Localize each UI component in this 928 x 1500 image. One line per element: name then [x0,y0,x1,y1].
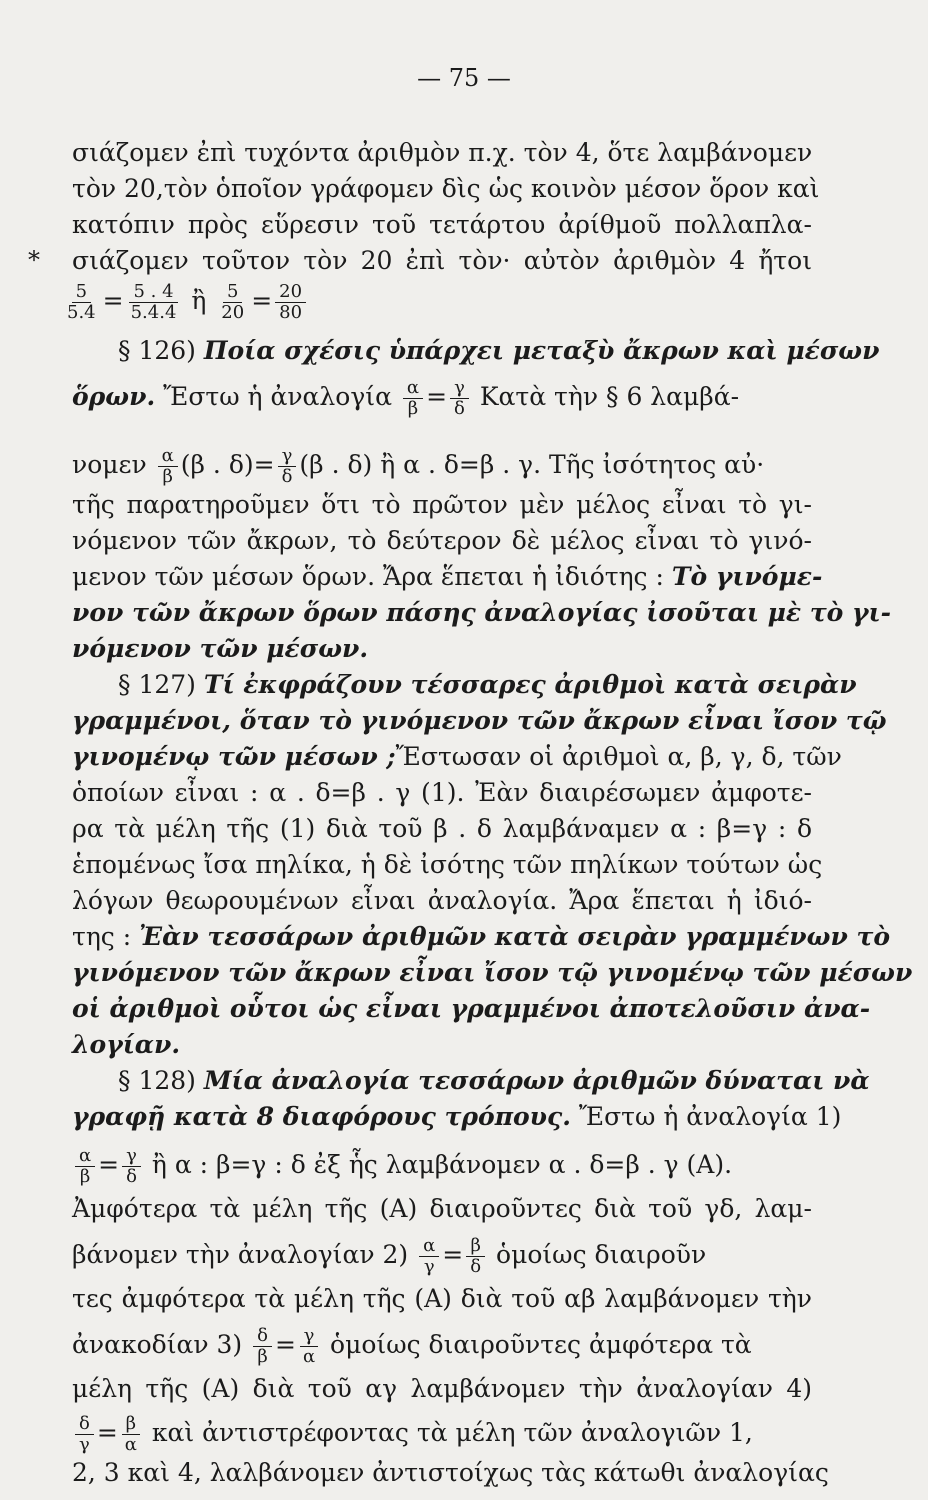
text-line: τῆς παρατηροῦμεν ὅτι τὸ πρῶτον μὲν μέλος εἶναι τὸ γι- [72,490,812,519]
text-line: λόγων θεωρουμένων εἶναι ἀναλογία. Ἄρα ἕπεται ἡ ἰδιό- [72,886,812,915]
text-line: $\frac{\alpha}{\beta}$ = $\frac{\gamma}{\delta}$ ἢ α : β=γ : δ ἐξ ἧς λαμβάνομεν α . δ=β . γ (Α). [72,1146,812,1187]
equation-line: $\frac{5}{5.4}$ = $\frac{5 . 4}{5.4.4}$ ἢ $\frac{5}{20}$ = $\frac{20}{80}$ [60,282,800,323]
text-line: Ἀμφότερα τὰ μέλη τῆς (Α) διαιροῦντες διὰ τοῦ γδ, λαμ- [72,1194,812,1223]
fraction: $\frac{5}{5.4}$ [67,281,96,323]
text-line: οἱ ἀριθμοὶ οὗτοι ὡς εἶναι γραμμένοι ἀποτελοῦσιν ἀνα- [72,994,871,1023]
text-line: ρα τὰ μέλη τῆς (1) διὰ τοῦ β . δ λαμβάναμεν α : β=γ : δ [72,814,812,843]
text-line: ὅρων. Ἔστω ἡ ἀναλογία $\frac{\alpha}{\beta}$ = $\frac{\gamma}{\delta}$ Κατὰ τὴν § 6 λαμβά- [72,377,740,419]
text-line: σιάζομεν τοῦτον τὸν 20 ἐπὶ τὸν· αὐτὸν ἀριθμὸν 4 ἤτοι [72,246,812,275]
text-line: τὸν 20,τὸν ὁποῖον γράφομεν δὶς ὡς κοινὸν μέσον ὅρον καὶ [72,174,820,203]
page-number: — 75 — [417,64,511,92]
text-line: της : Ἐὰν τεσσάρων ἀριθμῶν κατὰ σειρὰν γραμμένων τὸ [72,922,890,951]
text-line: ἀνακοδίαν 3) $\frac{\delta}{\beta}$ = $\frac{\gamma}{\alpha}$ ὁμοίως διαιροῦντες ἀμφότερα τὰ [72,1325,752,1367]
fraction: $\frac{5 . 4}{5.4.4}$ [130,281,177,323]
text-line: γραμμένοι, ὅταν τὸ γινόμενον τῶν ἄκρων εἶναι ἴσον τῷ [72,706,887,735]
text-line: μέλη τῆς (Α) διὰ τοῦ αγ λαμβάνομεν τὴν ἀναλογίαν 4) [72,1374,812,1403]
text-line: γραφῇ κατὰ 8 διαφόρους τρόπους. Ἔστω ἡ ἀναλογία 1) [72,1102,842,1131]
section-heading-127: § 127) Τί ἐκφράζουν τέσσαρες ἀριθμοὶ κατὰ σειρὰν [118,670,857,699]
text-line: ἑπομένως ἴσα πηλίκα, ἡ δὲ ἰσότης τῶν πηλίκων τούτων ὡς [72,850,823,879]
text-line: νόμενον τῶν ἄκρων, τὸ δεύτερον δὲ μέλος εἶναι τὸ γινό- [72,526,812,555]
text-line: $\frac{\delta}{\gamma}$ = $\frac{\beta}{\alpha}$ καὶ ἀντιστρέφοντας τὰ μέλη τῶν ἀναλογιῶν 1, [72,1414,812,1455]
text-line: νον τῶν ἄκρων ὅρων πάσης ἀναλογίας ἰσοῦται μὲ τὸ γι- [72,598,892,627]
text-line: μενον τῶν μέσων ὅρων. Ἄρα ἕπεται ἡ ἰδιότης : Τὸ γινόμε- [72,562,823,591]
text-line: γινόμενον τῶν ἄκρων εἶναι ἴσον τῷ γινομένῳ τῶν μέσων [72,958,913,987]
margin-star-mark: * [28,246,40,274]
text-line: σιάζομεν ἐπὶ τυχόντα ἀριθμὸν π.χ. τὸν 4, ὅτε λαμβάνομεν [72,138,813,167]
fraction: $\frac{20}{80}$ [275,282,306,323]
section-heading-128: § 128) Μία ἀναλογία τεσσάρων ἀριθμῶν δύναται νὰ [118,1066,870,1095]
section-heading-126: § 126) Ποία σχέσις ὑπάρχει μεταξὺ ἄκρων καὶ μέσων [118,336,880,365]
text-line: βάνομεν τὴν ἀναλογίαν 2) $\frac{\alpha}{\gamma}$ = $\frac{\beta}{\delta}$ ὁμοίως διαιροῦν [72,1235,707,1277]
text-line: ὁποίων εἶναι : α . δ=β . γ (1). Ἐὰν διαιρέσωμεν ἀμφοτε- [72,778,812,807]
text-line: τες ἀμφότερα τὰ μέλη τῆς (Α) διὰ τοῦ αβ λαμβάνομεν τὴν [72,1284,812,1313]
text-line: λογίαν. [72,1030,181,1059]
text-line: νομεν $\frac{\alpha}{\beta}$ (β . δ)= $\frac{\gamma}{\delta}$ (β . δ) ἢ α . δ=β . γ. Τῆς ἰσότητος αὐ· [72,445,765,487]
text-line: 2, 3 καὶ 4, λαλβάνομεν ἀντιστοίχως τὰς κάτωθι ἀναλογίας [72,1458,829,1487]
fraction: $\frac{5}{20}$ [221,281,245,323]
text-line: νόμενον τῶν μέσων. [72,634,369,663]
text-line: γινομένῳ τῶν μέσων ;Ἔστωσαν οἱ ἀριθμοὶ α, β, γ, δ, τῶν [72,742,842,771]
text-line: κατόπιν πρὸς εὕρεσιν τοῦ τετάρτου ἀρίθμοῦ πολλαπλα- [72,210,812,239]
